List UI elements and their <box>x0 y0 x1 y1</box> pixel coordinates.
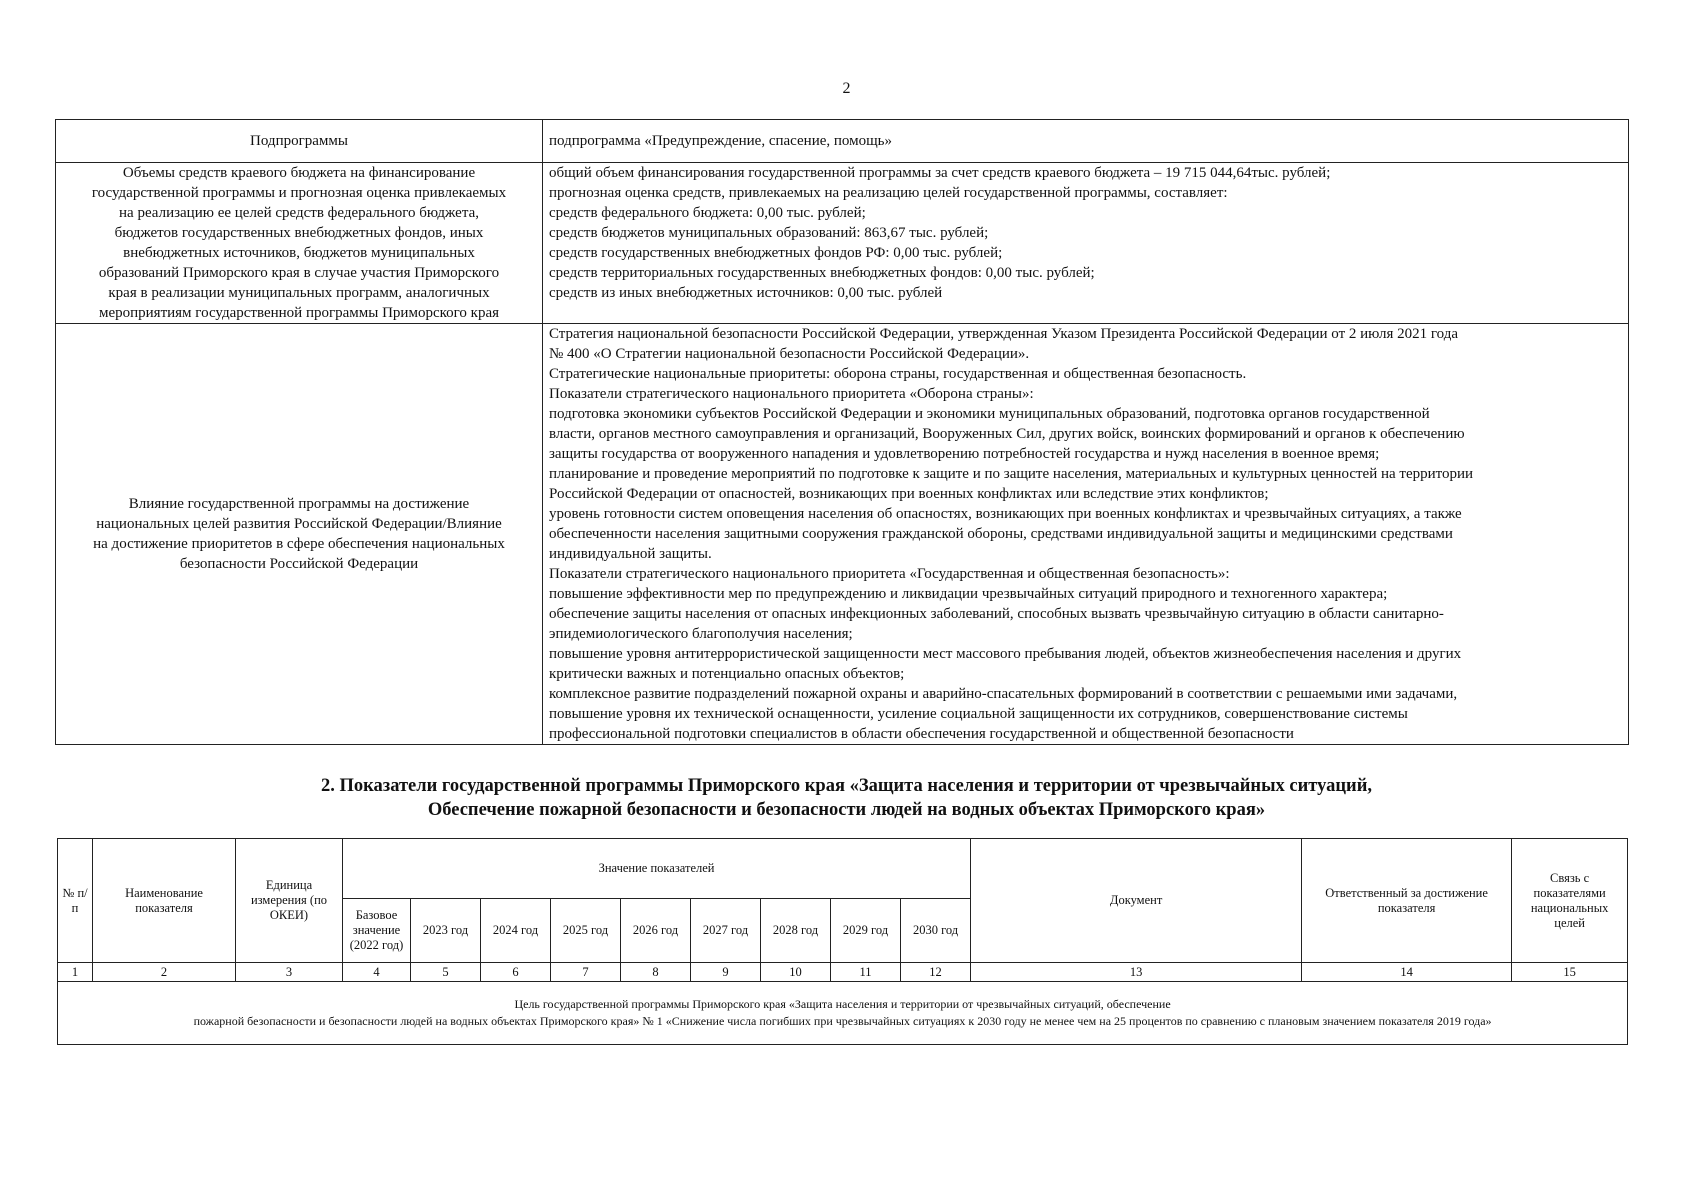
column-number: 10 <box>761 963 831 982</box>
page-number: 2 <box>842 80 851 97</box>
passport-label-line: Объемы средств краевого бюджета на финансирование <box>122 165 476 181</box>
passport-value-line: индивидуальной защиты. <box>549 546 712 562</box>
header-document: Документ <box>971 839 1302 963</box>
passport-value-line: Показатели стратегического национального приоритета «Государственная и общественная безопасность»: <box>549 566 1230 582</box>
column-number: 8 <box>621 963 691 982</box>
passport-value-line: Стратегические национальные приоритеты: оборона страны, государственная и общественная безопасность. <box>549 366 1247 382</box>
indicators-table <box>57 838 1628 1045</box>
passport-label-line: образований Приморского края в случае участия Приморского <box>98 265 500 281</box>
column-number: 13 <box>971 963 1302 982</box>
column-number: 2 <box>93 963 236 982</box>
column-number: 6 <box>481 963 551 982</box>
passport-row-label <box>56 163 543 324</box>
passport-value-line: средств бюджетов муниципальных образований: 863,67 тыс. рублей; <box>549 225 989 241</box>
passport-value-line: повышение эффективности мер по предупреждению и ликвидации чрезвычайных ситуаций природного и техногенного характера; <box>549 586 1388 602</box>
passport-value-line: общий объем финансирования государственной программы за счет средств краевого бюджета – 19 715 044,64тыс. рублей; <box>549 165 1331 181</box>
passport-row <box>56 324 1629 745</box>
header-year: 2027 год <box>691 899 761 963</box>
passport-value-line: Стратегия национальной безопасности Российской Федерации, утвержденная Указом Президента Российской Федерации от 2 июля 2021 года <box>549 326 1459 342</box>
passport-value-line: обеспечение защиты населения от опасных инфекционных заболеваний, способных вызвать чрезвычайную ситуацию в области санитарно- <box>549 606 1444 622</box>
passport-label-line: Подпрограммы <box>250 133 348 149</box>
section-title-line-2: Обеспечение пожарной безопасности и безопасности людей на водных объектах Приморского края» <box>427 800 1266 820</box>
section-title-line-1: 2. Показатели государственной программы Приморского края «Защита населения и территории от чрезвычайных ситуаций, <box>321 776 1372 796</box>
column-number: 14 <box>1302 963 1512 982</box>
passport-value-line: средств территориальных государственных внебюджетных фондов: 0,00 тыс. рублей; <box>549 265 1095 281</box>
passport-value-line: № 400 «О Стратегии национальной безопасности Российской Федерации». <box>549 346 1030 362</box>
passport-label-line: безопасности Российской Федерации <box>179 556 419 572</box>
column-number: 5 <box>411 963 481 982</box>
passport-value-line: защиты государства от вооруженного нападения и удовлетворению потребностей государства и нужд населения в военное время; <box>549 446 1380 462</box>
passport-value-line: Российской Федерации от опасностей, возникающих при военных конфликтах или вследствие этих конфликтов; <box>549 486 1269 502</box>
passport-value-line: обеспеченности населения защитными сооружения гражданской обороны, средствами индивидуальной защиты и медицинскими средствами <box>549 526 1453 542</box>
passport-value-line: прогнозная оценка средств, привлекаемых на реализацию целей государственной программы, составляет: <box>549 185 1228 201</box>
passport-value-line: планирование и проведение мероприятий по подготовке к защите и по защите населения, материальных и культурных ценностей на территории <box>549 466 1474 482</box>
passport-value-line: профессиональной подготовки специалистов в области обеспечения государственной и общественной безопасности <box>549 726 1294 742</box>
header-base-value: Базовое значение (2022 год) <box>343 899 411 963</box>
column-number: 3 <box>236 963 343 982</box>
passport-value-line: подпрограмма «Предупреждение, спасение, помощь» <box>549 133 893 149</box>
passport-value-line: повышение уровня их технической оснащенности, усиление социальной защищенности их сотрудников, совершенствование системы <box>549 706 1408 722</box>
goal-line-1: Цель государственной программы Приморского края «Защита населения и территории от чрезвычайных ситуаций, обеспечение <box>514 997 1171 1011</box>
passport-row-label <box>56 324 543 745</box>
program-passport-table <box>55 119 1629 745</box>
passport-value-line: эпидемиологического благополучия населения; <box>549 626 853 642</box>
passport-label-line: мероприятиям государственной программы Приморского края <box>98 305 500 321</box>
goal-line-2: пожарной безопасности и безопасности людей на водных объектах Приморского края» № 1 «Снижение числа погибших при чрезвычайных ситуациях к 2030 году не менее чем на 25 процентов по сравнению с плановым значением показателя 2019 года» <box>193 1014 1492 1028</box>
passport-label-line: Влияние государственной программы на достижение <box>128 496 470 512</box>
passport-label-line: края в реализации муниципальных программ, аналогичных <box>108 285 490 301</box>
passport-row <box>56 120 1629 163</box>
passport-label-line: национальных целей развития Российской Федерации/Влияние <box>96 516 502 532</box>
passport-value-line: критически важных и потенциально опасных объектов; <box>549 666 905 682</box>
header-name: Наименование показателя <box>93 839 236 963</box>
passport-row-label <box>56 120 543 163</box>
passport-label-line: на достижение приоритетов в сфере обеспечения национальных <box>93 536 505 552</box>
passport-row-value <box>543 324 1629 745</box>
passport-value-line: власти, органов местного самоуправления и организаций, Вооруженных Сил, других войск, воинских формирований и органов к обеспечению <box>549 426 1465 442</box>
header-year: 2028 год <box>761 899 831 963</box>
passport-label-line: бюджетов государственных внебюджетных фондов, иных <box>114 225 484 241</box>
header-year: 2025 год <box>551 899 621 963</box>
passport-label-line: государственной программы и прогнозная оценка привлекаемых <box>91 185 507 201</box>
column-number: 1 <box>58 963 93 982</box>
passport-row <box>56 163 1629 324</box>
header-year: 2026 год <box>621 899 691 963</box>
column-number: 15 <box>1512 963 1628 982</box>
header-num: № п/п <box>58 839 93 963</box>
passport-value-line: уровень готовности систем оповещения населения об опасностях, возникающих при военных конфликтах и чрезвычайных ситуациях, а также <box>549 506 1462 522</box>
column-number: 7 <box>551 963 621 982</box>
column-number: 9 <box>691 963 761 982</box>
passport-value-line: средств федерального бюджета: 0,00 тыс. рублей; <box>549 205 866 221</box>
passport-row-value <box>543 163 1629 324</box>
passport-value-line: средств государственных внебюджетных фондов РФ: 0,00 тыс. рублей; <box>549 245 1003 261</box>
column-number: 4 <box>343 963 411 982</box>
passport-value-line: средств из иных внебюджетных источников: 0,00 тыс. рублей <box>549 285 943 301</box>
passport-value-line: комплексное развитие подразделений пожарной охраны и аварийно-спасательных формирований в соответствии с решаемыми ими задачами, <box>549 686 1458 702</box>
header-national-goals-link: Связь с показателями национальных целей <box>1512 839 1628 963</box>
header-unit: Единица измерения (по ОКЕИ) <box>236 839 343 963</box>
header-responsible: Ответственный за достижение показателя <box>1302 839 1512 963</box>
program-goal-cell <box>58 982 1628 1045</box>
passport-value-line: повышение уровня антитеррористической защищенности мест массового пребывания людей, объектов жизнеобеспечения населения и других <box>549 646 1462 662</box>
header-values-group: Значение показателей <box>343 839 971 899</box>
header-year: 2030 год <box>901 899 971 963</box>
passport-value-line: Показатели стратегического национального приоритета «Оборона страны»: <box>549 386 1034 402</box>
passport-value-line: подготовка экономики субъектов Российской Федерации и экономики муниципальных образований, подготовка органов государственной <box>549 406 1430 422</box>
passport-row-value <box>543 120 1629 163</box>
header-year: 2029 год <box>831 899 901 963</box>
header-year: 2023 год <box>411 899 481 963</box>
header-year: 2024 год <box>481 899 551 963</box>
column-number: 11 <box>831 963 901 982</box>
column-number: 12 <box>901 963 971 982</box>
passport-label-line: на реализацию ее целей средств федерального бюджета, <box>119 205 479 221</box>
passport-label-line: внебюджетных источников, бюджетов муниципальных <box>123 245 475 261</box>
section-title <box>0 774 1693 822</box>
